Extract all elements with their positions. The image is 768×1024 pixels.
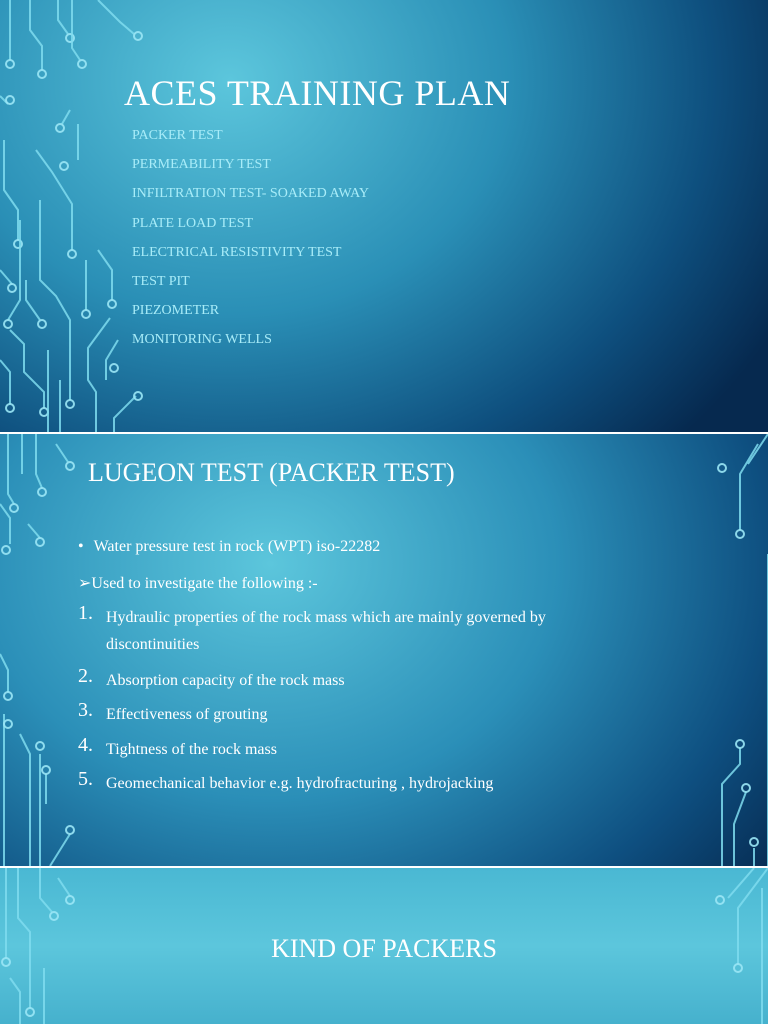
list-text: Hydraulic properties of the rock mass which are mainly governed by discontinuities	[106, 609, 546, 653]
list-item: TEST PIT	[132, 273, 190, 289]
slide-kind-of-packers	[0, 868, 768, 1024]
list-text: Geomechanical behavior e.g. hydrofracturing , hydrojacking	[106, 775, 494, 792]
list-item: ELECTRICAL RESISTIVITY TEST	[132, 244, 342, 260]
slide-title: LUGEON TEST (PACKER TEST)	[88, 458, 455, 487]
arrow-bullet-icon: ➢	[78, 575, 92, 592]
bullet-line	[78, 538, 380, 556]
list-item: PIEZOMETER	[132, 303, 220, 319]
circuit-decoration-right-icon	[698, 434, 768, 866]
list-number: 5.	[78, 768, 93, 790]
slide-lugeon-test	[0, 434, 768, 866]
list-item: INFILTRATION TEST- SOAKED AWAY	[132, 186, 370, 202]
subheading-text: Used to investigate the following :-	[91, 575, 318, 592]
list-number: 1.	[78, 602, 93, 624]
bullet-marker: •	[78, 538, 84, 555]
training-topics-list	[132, 126, 369, 360]
list-text: Tightness of the rock mass	[106, 741, 277, 758]
list-item: PERMEABILITY TEST	[132, 157, 271, 173]
list-item: PLATE LOAD TEST	[132, 215, 254, 231]
slide-aces-training-plan	[0, 0, 768, 432]
list-text: Effectiveness of grouting	[106, 706, 268, 723]
list-item: PACKER TEST	[132, 128, 223, 143]
list-number: 4.	[78, 734, 93, 756]
list-number: 3.	[78, 699, 93, 721]
slide-title: KIND OF PACKERS	[271, 934, 497, 963]
list-item: MONITORING WELLS	[132, 332, 272, 348]
list-number: 2.	[78, 665, 93, 687]
circuit-decoration-left-icon	[0, 434, 90, 866]
subheading-line	[78, 573, 318, 593]
slide-title: ACES TRAINING PLAN	[124, 73, 511, 113]
list-text: Absorption capacity of the rock mass	[106, 672, 345, 689]
bullet-text: Water pressure test in rock (WPT) iso-22282	[93, 538, 381, 555]
